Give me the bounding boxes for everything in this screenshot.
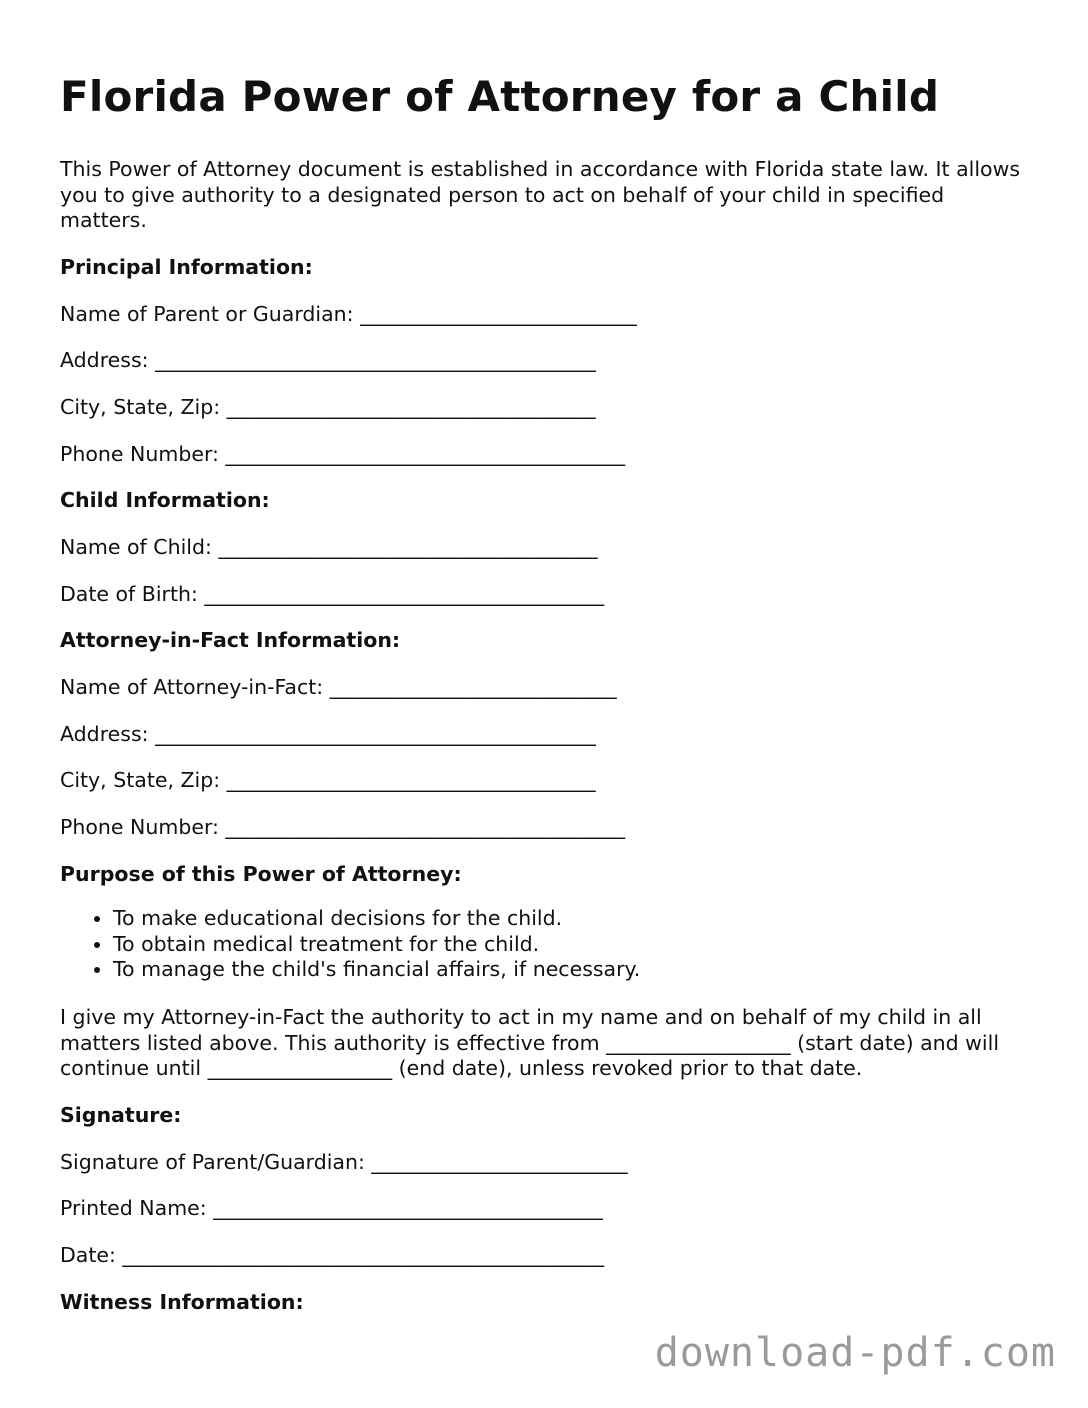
- child-dob-field[interactable]: Date of Birth: _______________________________________: [60, 582, 605, 606]
- attorney-heading: Attorney-in-Fact Information:: [60, 628, 401, 652]
- printed-name-field[interactable]: Printed Name: ______________________________________: [60, 1196, 603, 1220]
- principal-city-field[interactable]: City, State, Zip: ____________________________________: [60, 395, 596, 419]
- intro-paragraph: This Power of Attorney document is established in accordance with Florida state law. It allows you to give authority to a designated person to act on behalf of your child in specified matters.: [60, 157, 1021, 232]
- watermark: download-pdf.com: [654, 1330, 1056, 1376]
- attorney-phone-field[interactable]: Phone Number: _______________________________________: [60, 815, 626, 839]
- signature-heading: Signature:: [60, 1103, 182, 1127]
- purpose-item: • To make educational decisions for the child.: [113, 906, 640, 932]
- attorney-name-field[interactable]: Name of Attorney-in-Fact: ____________________________: [60, 675, 617, 699]
- purpose-list: [60, 906, 640, 983]
- attorney-address-field[interactable]: Address: ___________________________________________: [60, 722, 596, 746]
- child-heading: Child Information:: [60, 488, 270, 512]
- purpose-item: • To manage the child's financial affairs, if necessary.: [113, 957, 640, 983]
- principal-heading: Principal Information:: [60, 255, 313, 279]
- purpose-item: • To obtain medical treatment for the child.: [113, 932, 640, 958]
- principal-address-field[interactable]: Address: ___________________________________________: [60, 348, 596, 372]
- principal-phone-field[interactable]: Phone Number: _______________________________________: [60, 442, 626, 466]
- child-name-field[interactable]: Name of Child: _____________________________________: [60, 535, 598, 559]
- witness-heading: Witness Information:: [60, 1290, 304, 1314]
- principal-name-field[interactable]: Name of Parent or Guardian: ___________________________: [60, 302, 637, 326]
- attorney-city-field[interactable]: City, State, Zip: ____________________________________: [60, 768, 596, 792]
- purpose-heading: Purpose of this Power of Attorney:: [60, 862, 462, 886]
- authority-grant-paragraph: I give my Attorney-in-Fact the authority to act in my name and on behalf of my child in all matters listed above. This authority is effective from __________________ (start date) and will continue until __________________ (end date), unless revoked prior to that date.: [60, 1005, 1000, 1080]
- document-title: Florida Power of Attorney for a Child: [60, 72, 940, 121]
- date-field[interactable]: Date: _______________________________________________: [60, 1243, 605, 1267]
- signature-field[interactable]: Signature of Parent/Guardian: _________________________: [60, 1150, 628, 1174]
